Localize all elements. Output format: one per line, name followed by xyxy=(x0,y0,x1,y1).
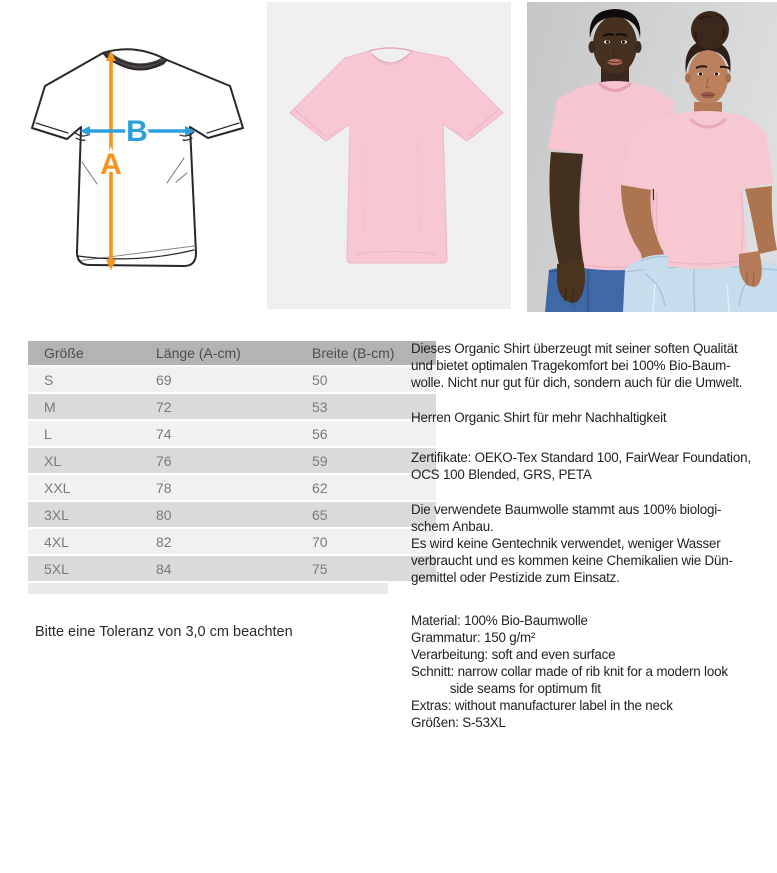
table-cell: 69 xyxy=(140,366,296,393)
table-row xyxy=(28,528,436,555)
table-cell: S xyxy=(28,366,140,393)
table-footer-strip xyxy=(28,583,388,594)
description-paragraph xyxy=(411,340,777,391)
table-cell: 76 xyxy=(140,447,296,474)
flat-shirt-svg xyxy=(267,2,511,309)
table-cell: 74 xyxy=(140,420,296,447)
text-line: verbraucht und es kommen keine Chemikalien wie Dün- xyxy=(411,553,733,568)
product-image-flat[interactable] xyxy=(267,2,511,309)
table-cell: 5XL xyxy=(28,555,140,582)
table-cell: 50 xyxy=(296,366,436,393)
table-header-cell: Länge (A-cm) xyxy=(140,341,296,366)
models-photo-svg xyxy=(527,2,777,312)
table-cell: 56 xyxy=(296,420,436,447)
size-diagram-image[interactable] xyxy=(24,40,254,292)
table-row xyxy=(28,501,436,528)
table-cell: XXL xyxy=(28,474,140,501)
table-cell: 62 xyxy=(296,474,436,501)
text-line: Verarbeitung: soft and even surface xyxy=(411,647,616,662)
tolerance-note: Bitte eine Toleranz von 3,0 cm beachten xyxy=(35,624,293,640)
text-line: gemittel oder Pestizide zum Einsatz. xyxy=(411,570,620,585)
table-cell: 65 xyxy=(296,501,436,528)
table-cell: L xyxy=(28,420,140,447)
table-cell: 72 xyxy=(140,393,296,420)
table-cell: 70 xyxy=(296,528,436,555)
text-line: und bietet optimalen Tragekomfort bei 100% Bio-Baum- xyxy=(411,358,731,373)
text-line: wolle. Nicht nur gut für dich, sondern auch für die Umwelt. xyxy=(411,375,743,390)
table-header-cell: Breite (B-cm) xyxy=(296,341,436,366)
table-row xyxy=(28,393,436,420)
table-cell: M xyxy=(28,393,140,420)
text-line: Die verwendete Baumwolle stammt aus 100% biologi- xyxy=(411,502,722,517)
text-line: Grammatur: 150 g/m² xyxy=(411,630,536,645)
table-row xyxy=(28,366,436,393)
table-cell: 4XL xyxy=(28,528,140,555)
table-header-row xyxy=(28,341,436,366)
product-image-models[interactable] xyxy=(527,2,777,312)
table-row xyxy=(28,447,436,474)
table-cell: 84 xyxy=(140,555,296,582)
description-paragraph xyxy=(411,612,777,731)
measure-b-label: B xyxy=(126,115,148,148)
text-line: Größen: S-53XL xyxy=(411,715,506,730)
text-line: Zertifikate: OEKO-Tex Standard 100, FairWear Foundation, xyxy=(411,450,751,465)
man-face xyxy=(593,16,637,74)
table-cell: 80 xyxy=(140,501,296,528)
measure-a-label: A xyxy=(100,148,122,181)
text-line: Dieses Organic Shirt überzeugt mit seiner soften Qualität xyxy=(411,341,738,356)
size-table xyxy=(28,341,436,583)
text-line: Schnitt: narrow collar made of rib knit for a modern look xyxy=(411,664,728,679)
size-diagram-svg xyxy=(24,40,254,292)
text-line: OCS 100 Blended, GRS, PETA xyxy=(411,467,592,482)
description-paragraph xyxy=(411,501,777,586)
table-row xyxy=(28,555,436,582)
text-line: Es wird keine Gentechnik verwendet, weniger Wasser xyxy=(411,536,721,551)
table-row xyxy=(28,420,436,447)
table-cell: 82 xyxy=(140,528,296,555)
description-paragraph xyxy=(411,449,777,483)
text-line: side seams for optimum fit xyxy=(411,681,601,696)
table-cell: 78 xyxy=(140,474,296,501)
table-cell: 75 xyxy=(296,555,436,582)
table-cell: XL xyxy=(28,447,140,474)
description-paragraph xyxy=(411,409,777,426)
text-line: Material: 100% Bio-Baumwolle xyxy=(411,613,588,628)
table-row xyxy=(28,474,436,501)
text-line: schem Anbau. xyxy=(411,519,494,534)
tshirt-outline xyxy=(32,53,243,266)
table-cell: 3XL xyxy=(28,501,140,528)
table-cell: 59 xyxy=(296,447,436,474)
text-line: Herren Organic Shirt für mehr Nachhaltigkeit xyxy=(411,410,667,425)
text-line: Extras: without manufacturer label in the neck xyxy=(411,698,673,713)
table-cell: 53 xyxy=(296,393,436,420)
product-description xyxy=(411,340,777,731)
table-header-cell: Größe xyxy=(28,341,140,366)
